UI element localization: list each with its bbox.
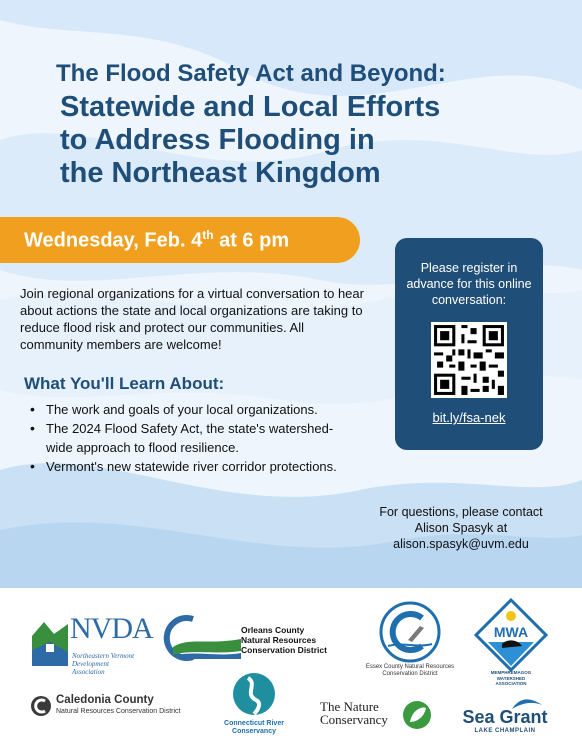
event-date-banner [0, 217, 360, 263]
seagrant-line-2: LAKE CHAMPLAIN [474, 728, 536, 734]
caledonia-logo [30, 694, 210, 720]
nvda-logo [32, 612, 153, 676]
qr-code-icon [431, 322, 507, 398]
title-main [60, 91, 540, 190]
nvda-sub-2: Development Association [72, 660, 109, 676]
essex-line-1: Essex County Natural Resources [365, 664, 455, 670]
intro-paragraph: Join regional organizations for a virtual conversation to hear about actions the state and local organizations are taking to reduce flood risk and protect our communities. All community members are welcome! [20, 286, 364, 352]
contact-line-1: For questions, please contact [379, 505, 543, 519]
mwa-line-1: MEMPHREMAGOG [490, 670, 532, 675]
ctriver-line-1: Connecticut River [224, 720, 284, 727]
mwa-abbr: MWA [493, 624, 529, 640]
qr-code[interactable] [431, 322, 507, 398]
registration-link[interactable]: bit.ly/fsa-nek [432, 410, 506, 425]
event-date [24, 228, 289, 253]
ctriver-river-icon [232, 672, 276, 716]
title-line-3: to Address Flooding in [60, 124, 375, 156]
ctriver-line-2: Conservancy [232, 728, 276, 735]
orleans-line-3: Conservation District [241, 645, 327, 655]
contact-info [366, 504, 556, 552]
caledonia-c-icon [30, 695, 52, 717]
learn-heading: What You'll Learn About: [24, 374, 225, 393]
title-line-2: Statewide and Local Efforts [60, 91, 441, 123]
contact-email[interactable]: alison.spasyk@uvm.edu [393, 537, 529, 551]
contact-line-2: Alison Spasyk at [414, 521, 508, 535]
tnc-line-1: The Nature [320, 699, 379, 714]
nvda-abbr: NVDA [70, 612, 153, 645]
mwa-logo [474, 598, 548, 690]
title-line-4: the Northeast Kingdom [60, 157, 381, 189]
essex-heron-icon [378, 600, 442, 664]
list-item: • The 2024 Flood Safety Act, the state's watershed-wide approach to flood resilience. [28, 419, 358, 457]
learn-list [28, 400, 358, 476]
orleans-line-1: Orleans County [241, 625, 305, 635]
caledonia-line-1: Caledonia County [56, 694, 154, 706]
event-date-prefix: Wednesday, Feb. 4 [24, 229, 203, 252]
essex-logo [355, 600, 465, 680]
seagrant-logo [460, 695, 550, 739]
ctriver-logo [216, 672, 292, 742]
mwa-line-2: WATERSHED [496, 675, 526, 681]
registration-card [395, 238, 543, 450]
registration-text: Please register in advance for this online conversation: [406, 261, 532, 307]
nvda-sub-1: Northeastern Vermont [72, 652, 135, 660]
seagrant-line-1: Sea Grant [462, 707, 548, 727]
event-date-suffix: th [202, 228, 214, 242]
event-time: at 6 pm [213, 229, 290, 252]
tnc-logo [320, 700, 440, 732]
orleans-logo [163, 615, 343, 665]
orleans-landscape-icon [163, 615, 241, 661]
list-item: • Vermont's new statewide river corridor protections. [28, 457, 358, 476]
title-line-1: The Flood Safety Act and Beyond: [56, 60, 446, 87]
caledonia-line-2: Natural Resources Conservation District [56, 708, 181, 715]
list-item: • The work and goals of your local organizations. [28, 400, 358, 419]
tnc-line-2: Conservancy [320, 712, 388, 727]
essex-line-2: Conservation District [382, 671, 438, 677]
nvda-mountain-icon [32, 614, 68, 666]
mwa-line-3: ASSOCIATION [495, 681, 527, 686]
orleans-line-2: Natural Resources [241, 635, 317, 645]
tnc-leaf-icon [402, 700, 432, 730]
